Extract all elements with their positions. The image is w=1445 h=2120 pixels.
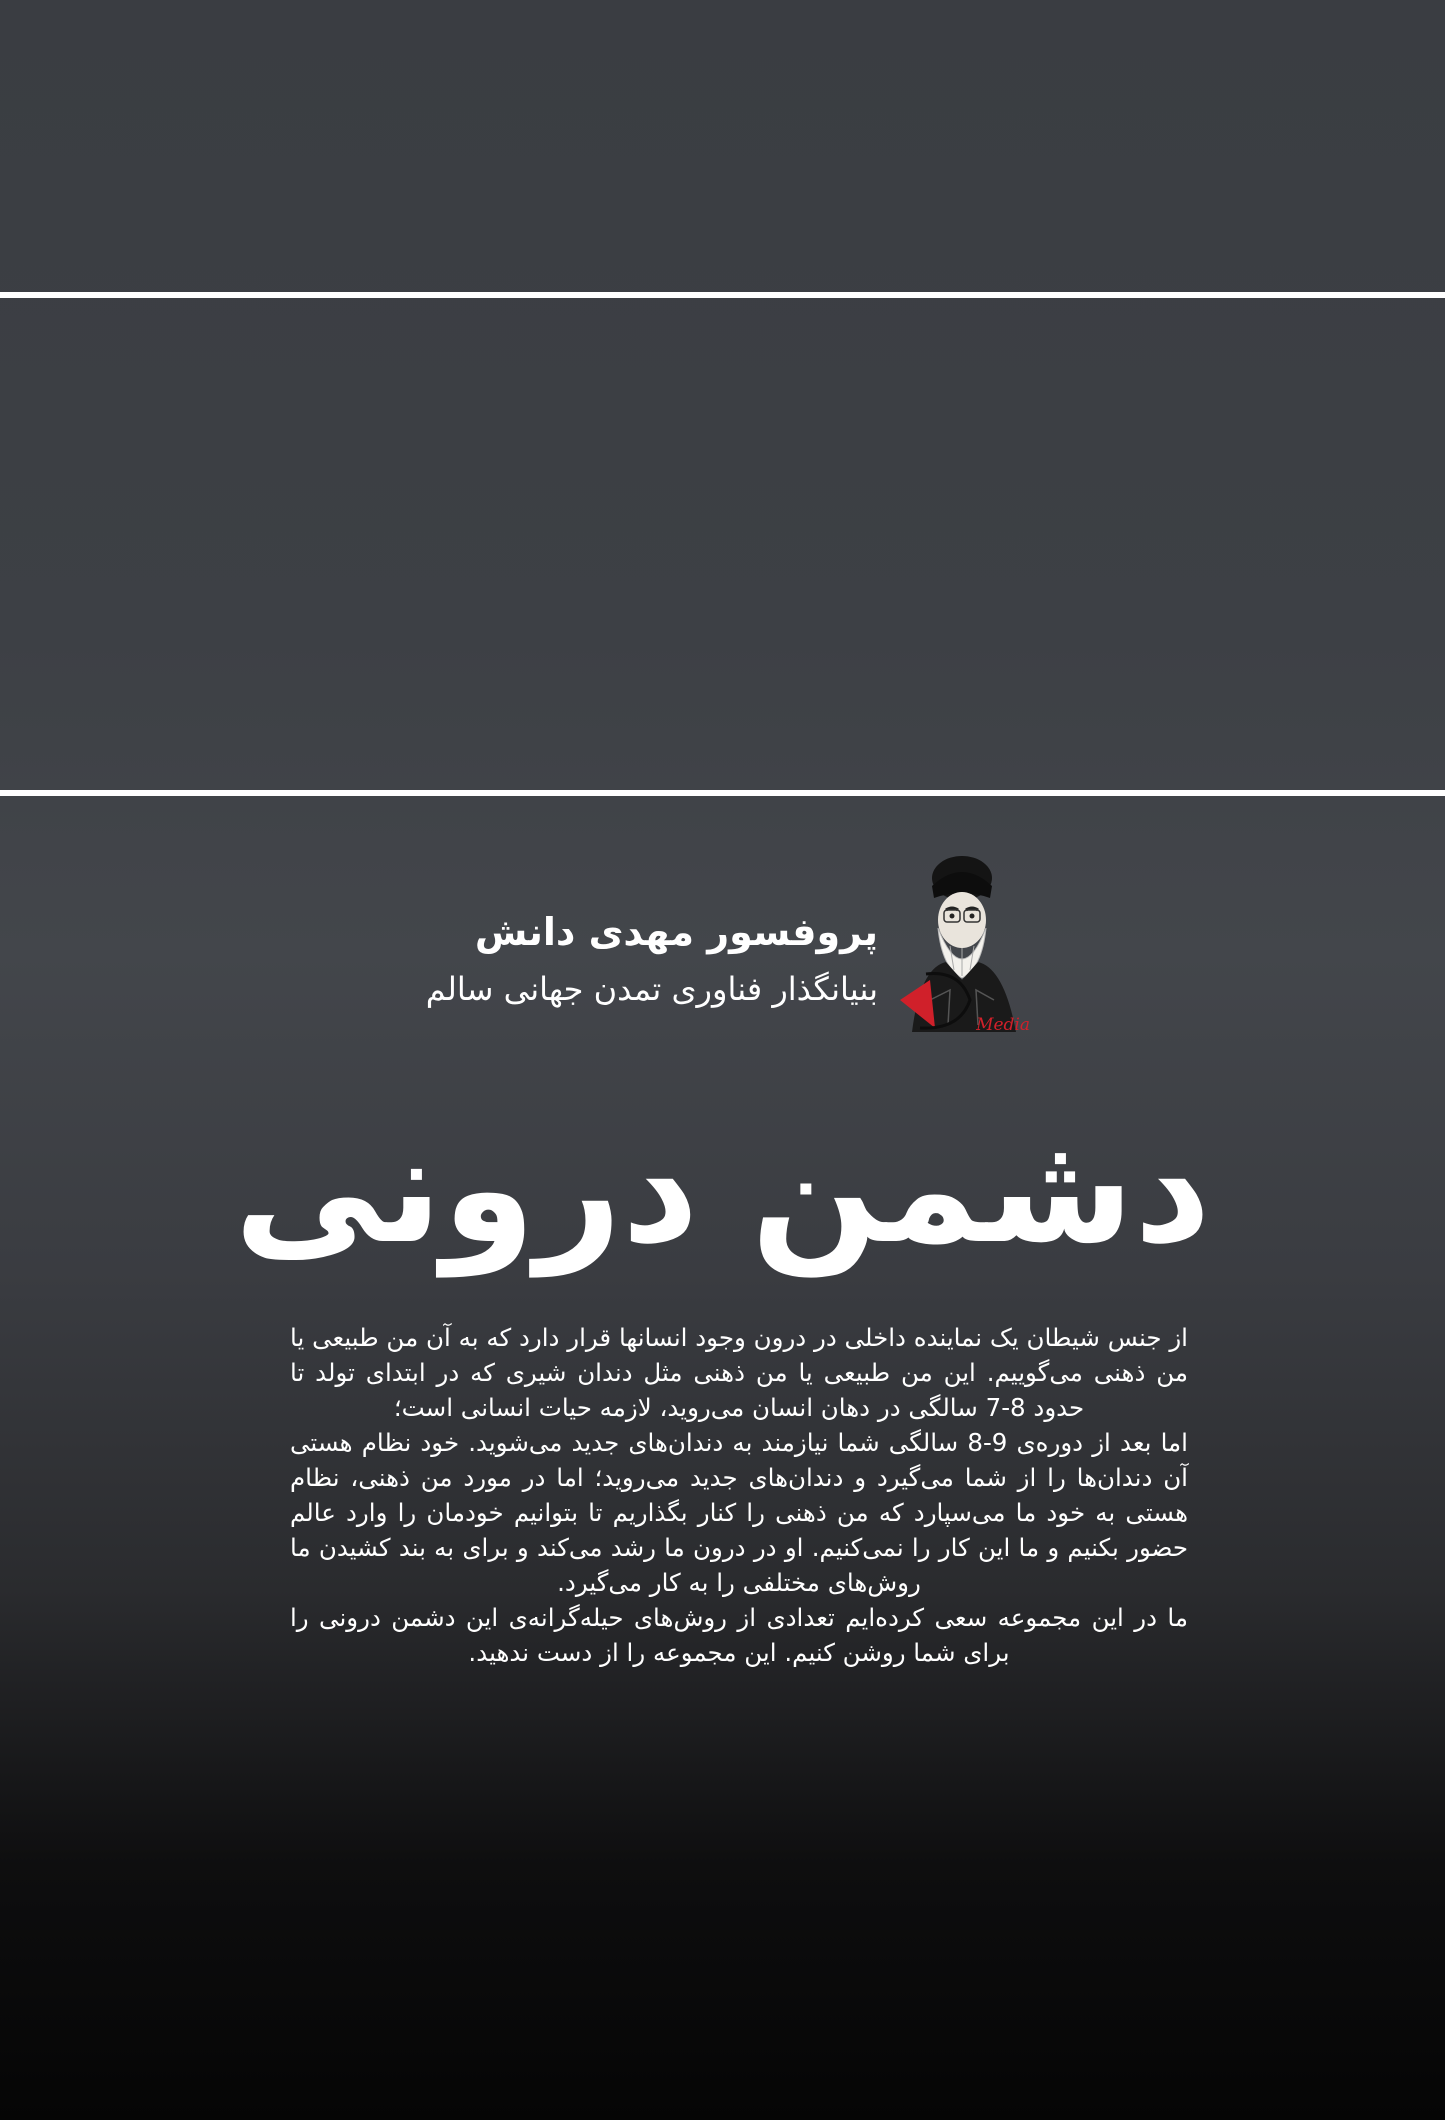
portrait-illustration-icon [890, 850, 1040, 1035]
book-title: دشمن درونی [234, 1103, 1211, 1277]
description-paragraph-3: ما در این مجموعه سعی کرده‌ایم تعدادی از روش‌های حیله‌گرانه‌ی این دشمن درونی را برای شما روشن کنیم. این مجموعه را از دست ندهید. [290, 1603, 1188, 1667]
divider-top [0, 292, 1445, 298]
description-paragraph-1: از جنس شیطان یک نماینده داخلی در درون وجود انسانها قرار دارد که به آن من طبیعی یا من ذهنی می‌گوییم. این من طبیعی یا من ذهنی مثل دندان شیری که در ابتدای تولد تا حدود 8-7 سالگی در دهان انسان می‌روید، لازمه حیات انسانی است؛ [290, 1323, 1188, 1422]
description-paragraph-2: اما بعد از دوره‌ی 9-8 سالگی شما نیازمند به دندان‌های جدید می‌شوید. خود نظام هستی آن دندان‌ها را از شما می‌گیرد و دندان‌های جدید می‌روید؛ اما در مورد من ذهنی، نظام هستی به خود ما می‌سپارد که من ذهنی را کنار بگذاریم تا بتوانیم خودمان را وارد عالم حضور بکنیم و ما این کار را نمی‌کنیم. او در درون ما رشد می‌کند و برای به بند کشیدن ما روش‌های مختلفی را به کار می‌گیرد. [290, 1428, 1188, 1597]
description-text [290, 1320, 1188, 1670]
author-block [380, 850, 1080, 1040]
media-logo-text: Media [976, 1015, 1030, 1035]
author-name: پروفسور مهدی دانش [474, 910, 878, 954]
author-portrait [890, 850, 1040, 1035]
divider-bottom [0, 790, 1445, 796]
author-title: بنیانگذار فناوری تمدن جهانی سالم [425, 970, 878, 1008]
